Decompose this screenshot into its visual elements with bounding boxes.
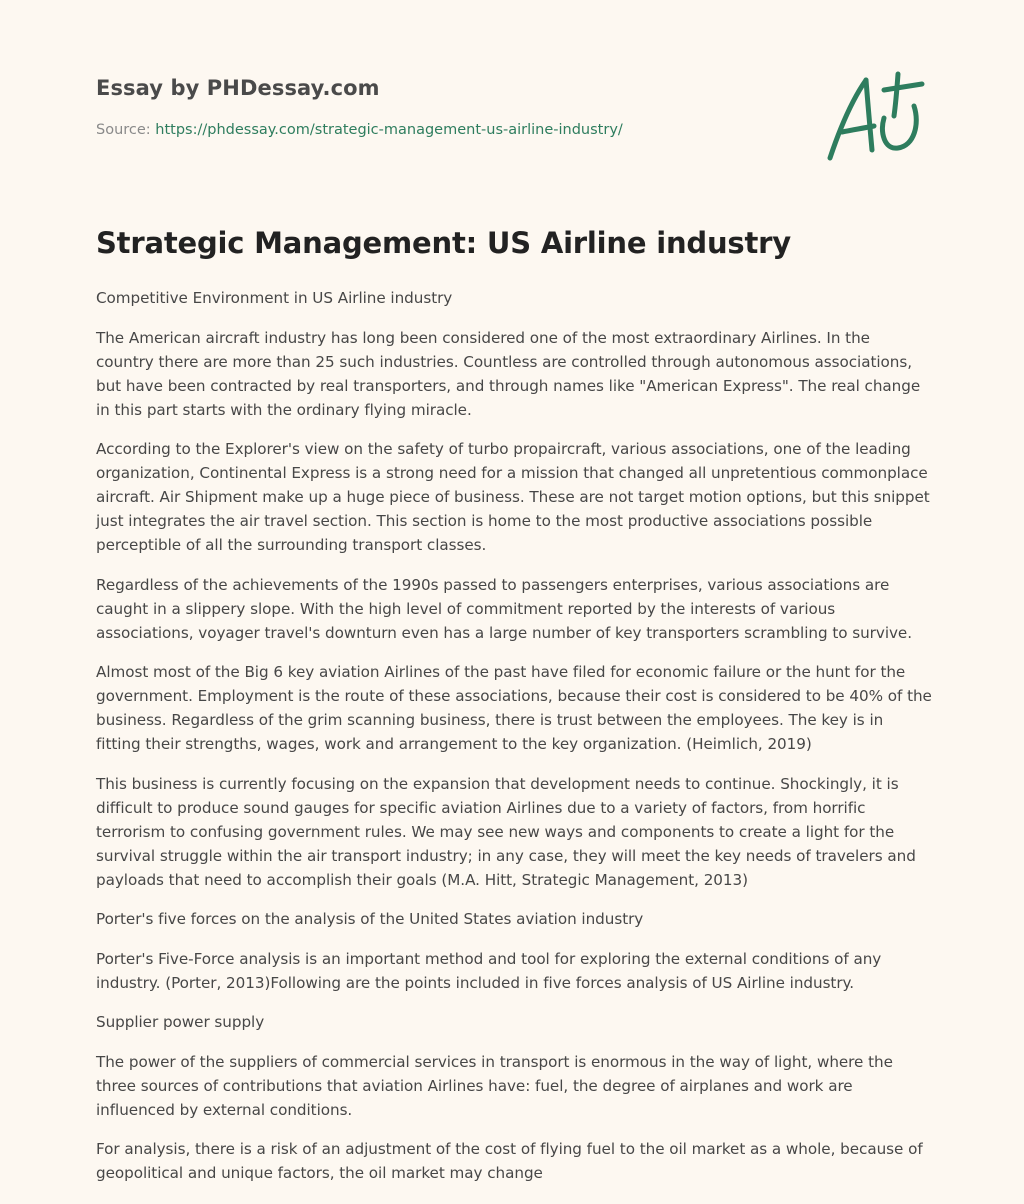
source-label: Source: xyxy=(96,122,151,138)
a-plus-logo xyxy=(818,66,928,166)
paragraph: Porter's five forces on the analysis of the United States aviation industry xyxy=(96,910,644,928)
paragraph: This business is currently focusing on the expansion that development needs to continue. Shockingly, it is difficult to produce sound gauges for specific aviation Airlines due to a variety of factors, from horrific terrorism to confusing government rules. We may see new ways and components to create a light for the survival struggle within the air transport industry; in any case, they will meet the key needs of travelers and payloads that need to accomplish their goals (M.A. Hitt, Strategic Management, 2013) xyxy=(96,774,916,889)
essay-content xyxy=(96,286,932,1201)
site-title: Essay by PHDessay.com xyxy=(96,76,380,100)
paragraph: For analysis, there is a risk of an adjustment of the cost of flying fuel to the oil market as a whole, because of geopolitical and unique factors, the oil market may change xyxy=(96,1140,923,1182)
paragraph: Regardless of the achievements of the 1990s passed to passengers enterprises, various associations are caught in a slippery slope. With the high level of commitment reported by the interests of various associations, voyager travel's downturn even has a large number of key transporters scrambling to survive. xyxy=(96,575,912,642)
paragraph: Competitive Environment in US Airline industry xyxy=(96,289,453,307)
essay-title: Strategic Management: US Airline industry xyxy=(96,226,791,260)
paragraph: Supplier power supply xyxy=(96,1013,265,1031)
source-link[interactable]: https://phdessay.com/strategic-management-us-airline-industry/ xyxy=(155,122,623,138)
paragraph: The American aircraft industry has long been considered one of the most extraordinary Airlines. In the country there are more than 25 such industries. Countless are controlled through autonomous associations, but have been contracted by real transporters, and through names like "American Express". The real change in this part starts with the ordinary flying miracle. xyxy=(96,328,921,419)
paragraph: Almost most of the Big 6 key aviation Airlines of the past have filed for economic failure or the hunt for the government. Employment is the route of these associations, because their cost is considered to be 40% of the business. Regardless of the grim scanning business, there is trust between the employees. The key is in fitting their strengths, wages, work and arrangement to the key organization. (Heimlich, 2019) xyxy=(96,663,932,753)
a-plus-logo-icon xyxy=(818,66,928,166)
paragraph: According to the Explorer's view on the safety of turbo propaircraft, various associations, one of the leading organization, Continental Express is a strong need for a mission that changed all unpretentious commonplace aircraft. Air Shipment make up a huge piece of business. These are not target motion options, but this snippet just integrates the air travel section. This section is home to the most productive associations possible perceptible of all the surrounding transport classes. xyxy=(96,440,930,554)
page-header xyxy=(96,76,796,138)
source-line xyxy=(96,122,796,138)
paragraph: The power of the suppliers of commercial services in transport is enormous in the way of light, where the three sources of contributions that aviation Airlines have: fuel, the degree of airplanes and work are influenced by external conditions. xyxy=(96,1052,893,1119)
paragraph: Porter's Five-Force analysis is an important method and tool for exploring the external conditions of any industry. (Porter, 2013)Following are the points included in five forces analysis of US Airline industry. xyxy=(96,949,882,992)
